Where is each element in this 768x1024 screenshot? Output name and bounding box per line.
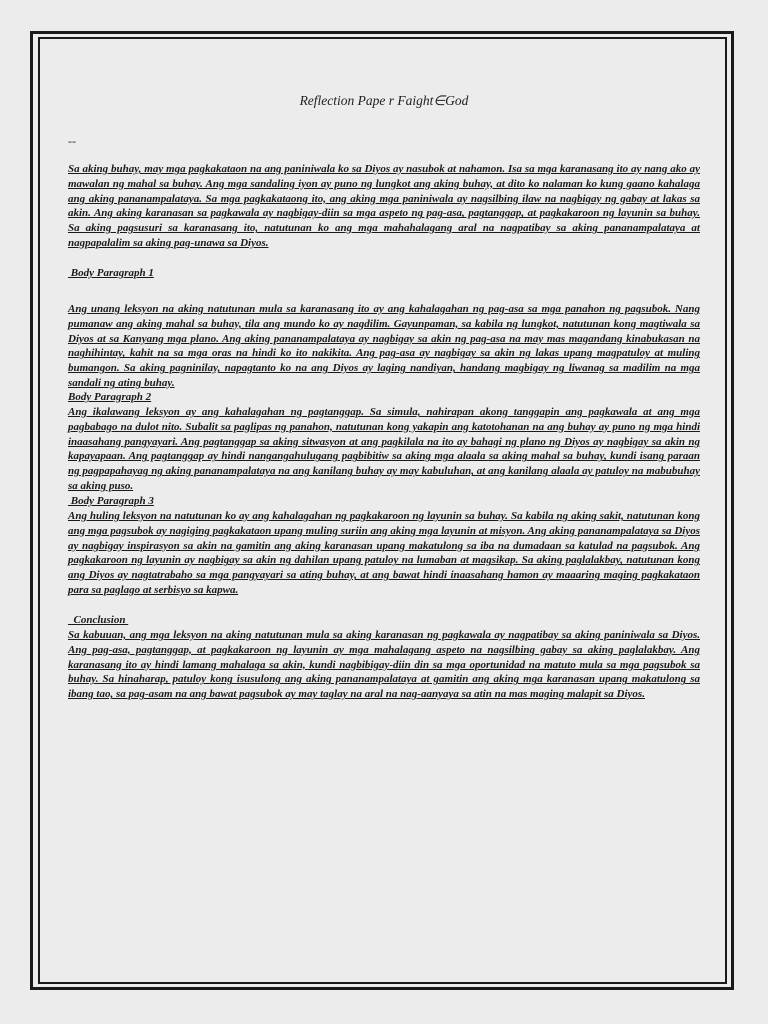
body-paragraph-3: Ang huling leksyon na natutunan ko ay ang kahalagahan ng pagkakaroon ng layunin sa buhay. Sa kabila ng aking sakit, natutunan kong ang mga pagsubok ay nagiging pagkakataon upang muling suriin ang aking mga layunin at misyon. Ang aking pananampalataya sa Diyos ay nagbigay inspirasyon sa akin na gamitin ang aking karanasan upang makatulong sa iba na dumadaan sa katulad na pagsubok. Ang pagkakaroon ng layunin ay nagbigay sa akin ng dahilan upang patuloy na lumaban at magsikap. Sa aking paglalakbay, natutunan kong ang Diyos ay nagtatrabaho sa mga pangyayari sa ating buhay, at ang bawat hindi inaasahang hamon ay maaaring maging pagkakataon para sa paglago at serbisyo sa kapwa. [68, 510, 700, 596]
body-paragraph-3-heading: Body Paragraph 3 [68, 495, 154, 507]
conclusion-heading: Conclusion [68, 614, 129, 626]
intro-paragraph: Sa aking buhay, may mga pagkakataon na ang paniniwala ko sa Diyos ay nasubok at nahamon. Isa sa mga karanasang ito ay nang ako ay mawalan ng mahal sa buhay. Ang mga sandaling iyon ay puno ng lungkot ang aking buhay, at dito ko nalaman ko kung gaano kahalaga ang aking pananampalataya. Sa mga pagkakataong ito, ang aking mga paniniwala ay nagsilbing ilaw na nagbigay ng gabay at lakas sa akin. Ang aking karanasan sa pagkawala ay nagbigay-diin sa mga aspeto ng pag-asa, pagtanggap, at pagkakaroon ng layunin sa buhay. Sa aking pagsusuri sa karanasang ito, natutunan ko ang mga mahahalagang aral na nagpatibay sa aking pananampalataya at nagpapalalim sa aking pag-unawa sa Diyos. [68, 163, 700, 249]
body-paragraph-1: Ang unang leksyon na aking natutunan mula sa karanasang ito ay ang kahalagahan ng pag-asa sa mga panahon ng pagsubok. Nang pumanaw ang aking mahal sa buhay, tila ang mundo ko ay nagdilim. Gayunpaman, sa kabila ng lungkot, natutunan kong magtiwala sa Diyos at sa Kanyang mga plano. Ang aking pananampalataya ay nagbigay sa akin ng pag-asa na may mas magandang kinabukasan na naghihintay, kahit na sa mga oras na hindi ko ito nakikita. Ang pag-asa ay nagbigay sa akin ng lakas upang magpatuloy at muling bumangon. Sa aking pagninilay, napagtanto ko na ang Diyos ay laging nandiyan, handang magbigay ng liwanag sa madilim na mga sandali ng ating buhay. [68, 303, 700, 389]
conclusion-paragraph: Sa kabuuan, ang mga leksyon na aking natutunan mula sa aking karanasan ng pagkawala ay nagpatibay sa aking paniniwala sa Diyos. Ang pag-asa, pagtanggap, at pagkakaroon ng layunin ay mga mahalagang aspeto na nagsilbing gabay sa aking paglalakbay. Ang karanasang ito ay hindi lamang mahalaga sa akin, kundi nagbibigay-diin din sa mga oportunidad na matuto mula sa mga pagsubok sa buhay. Sa hinaharap, patuloy kong isusulong ang aking pananampalataya at gamitin ang aking mga karanasan upang makatulong sa ibang tao, sa pag-asam na ang bawat pagsubok ay may taglay na aral na nag-aanyaya sa atin na mas maging malapit sa Diyos. [68, 629, 700, 701]
body-paragraph-2-heading: Body Paragraph 2 [68, 391, 152, 403]
separator-dash: -- [68, 134, 76, 148]
body-paragraph-2: Ang ikalawang leksyon ay ang kahalagahan ng pagtanggap. Sa simula, nahirapan akong tanggapin ang pagkawala at ang mga pagbabago na dulot nito. Subalit sa paglipas ng panahon, natutunan kong yakapin ang katotohanan na ang buhay ay puno ng mga hindi inaasahang pangyayari. Ang pagtanggap sa aking sitwasyon at ang pagkilala na ito ay bahagi ng plano ng Diyos ay nagbigay sa akin ng kapayapaan. Ang pagtanggap ay hindi nangangahulugang pagbibitiw sa aking mga alaala sa aking mahal sa buhay, kundi isang paraan ng pagpapahayag ng aking pananampalataya na ang kanilang buhay ay may kabuluhan, at ang kanilang alaala ay patuloy na mabubuhay sa aking puso. [68, 406, 700, 492]
document-title: Reflection Pape r Faight∈God [299, 93, 469, 108]
body-paragraph-1-heading: Body Paragraph 1 [68, 267, 154, 279]
